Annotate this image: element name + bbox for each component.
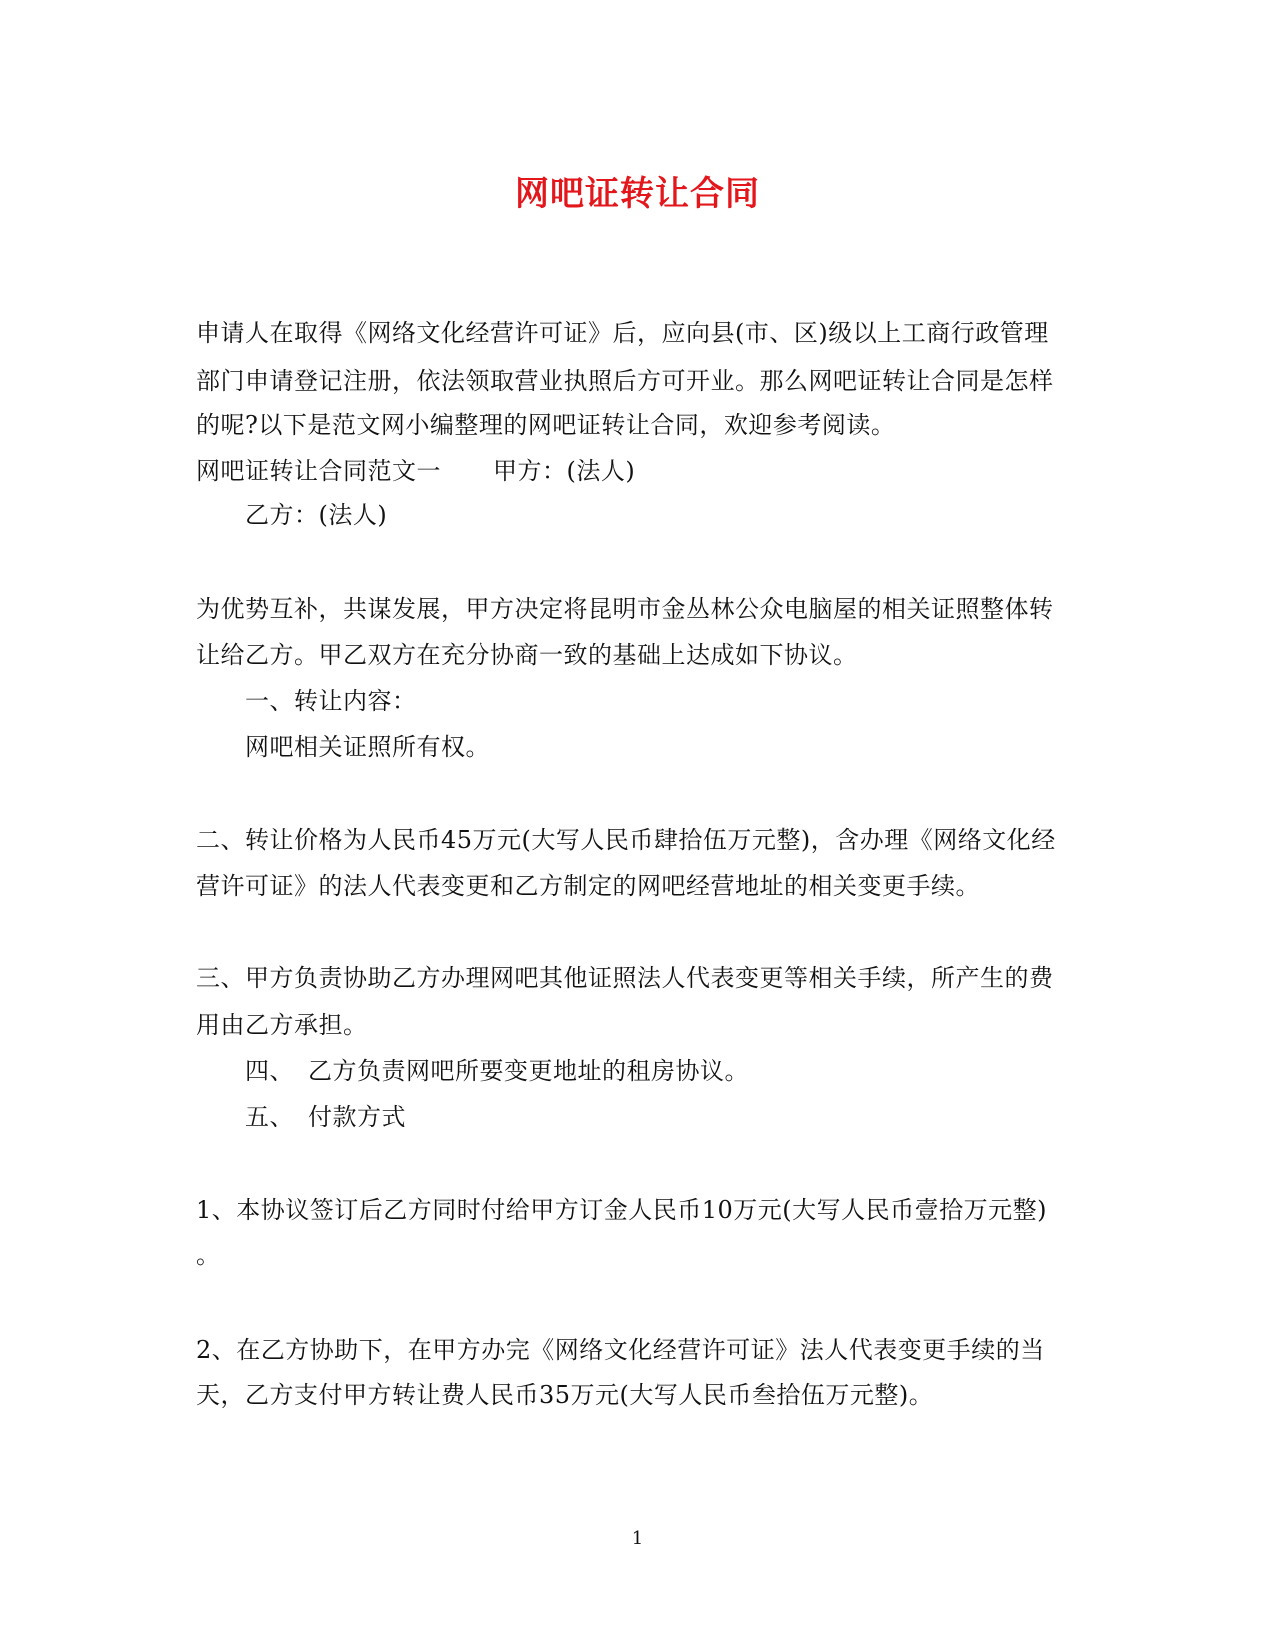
section-4 xyxy=(245,1056,749,1086)
document-title: 网吧证转让合同 xyxy=(515,174,760,214)
section-5-number: 五、 xyxy=(245,1103,294,1131)
section-2-line-1: 二、转让价格为人民币45万元(大写人民币肆拾伍万元整)，含办理《网络文化经 xyxy=(196,826,1056,854)
intro-line-1: 申请人在取得《网络文化经营许可证》后，应向县(市、区)级以上工商行政管理 xyxy=(196,319,1049,347)
party-b: 乙方：(法人) xyxy=(245,501,388,529)
party-a: 甲方：(法人) xyxy=(493,457,636,485)
section-5-text: 付款方式 xyxy=(308,1103,406,1131)
payment-2-line-2: 天，乙方支付甲方转让费人民币35万元(大写人民币叁拾伍万元整)。 xyxy=(196,1381,934,1409)
section-1-content: 网吧相关证照所有权。 xyxy=(245,733,490,761)
payment-1-line-1: 1、本协议签订后乙方同时付给甲方订金人民币10万元(大写人民币壹拾万元整) xyxy=(196,1196,1048,1224)
sample-heading-row xyxy=(196,456,635,486)
section-2-line-2: 营许可证》的法人代表变更和乙方制定的网吧经营地址的相关变更手续。 xyxy=(196,872,980,900)
section-3-line-1: 三、甲方负责协助乙方办理网吧其他证照法人代表变更等相关手续，所产生的费 xyxy=(196,964,1054,992)
sample-heading: 网吧证转让合同范文一 xyxy=(196,457,441,485)
section-5 xyxy=(245,1102,406,1132)
payment-1-line-2: 。 xyxy=(196,1241,221,1269)
preamble-line-1: 为优势互补，共谋发展，甲方决定将昆明市金丛林公众电脑屋的相关证照整体转 xyxy=(196,595,1054,623)
section-3-line-2: 用由乙方承担。 xyxy=(196,1011,368,1039)
intro-line-3: 的呢?以下是范文网小编整理的网吧证转让合同，欢迎参考阅读。 xyxy=(196,411,896,439)
payment-2-line-1: 2、在乙方协助下，在甲方办完《网络文化经营许可证》法人代表变更手续的当 xyxy=(196,1336,1045,1364)
section-1-heading: 一、转让内容： xyxy=(245,687,417,715)
page-number: 1 xyxy=(631,1528,644,1549)
section-4-text: 乙方负责网吧所要变更地址的租房协议。 xyxy=(308,1057,749,1085)
section-4-number: 四、 xyxy=(245,1057,294,1085)
intro-line-2: 部门申请登记注册，依法领取营业执照后方可开业。那么网吧证转让合同是怎样 xyxy=(196,367,1054,395)
preamble-line-2: 让给乙方。甲乙双方在充分协商一致的基础上达成如下协议。 xyxy=(196,641,858,669)
